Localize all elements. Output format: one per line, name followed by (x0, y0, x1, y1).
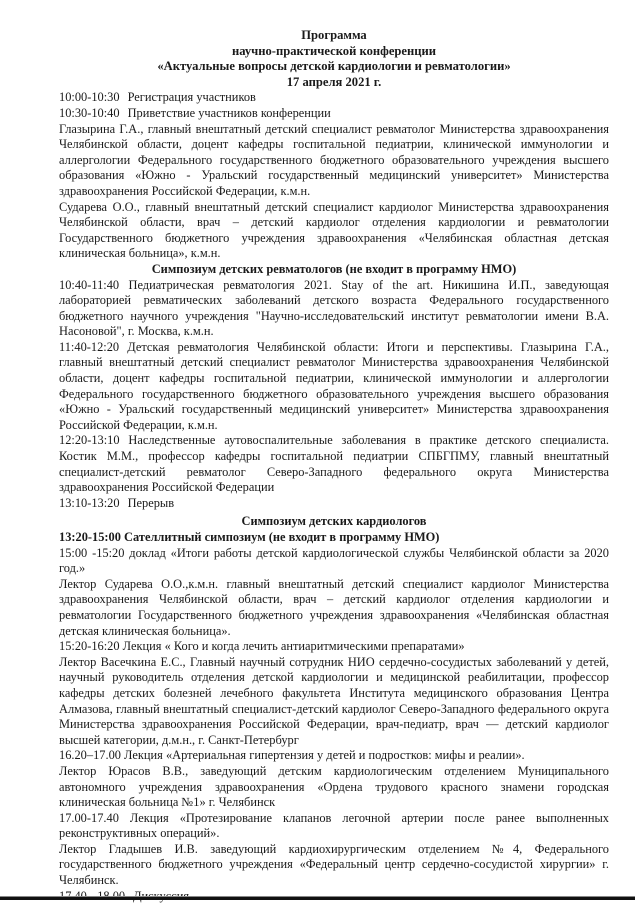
lecturer-info: Лектор Сударева О.О.,к.м.н. главный внештатный детский специалист кардиолог Министерства здравоохранения Челябинской области, врач – детский кардиолог отделения кардиологии и ревматологии Государственного бюджетного учреждения здравоохранения «Челябинская областная детская клиническая больница». (59, 576, 609, 638)
schedule-time: 10:30-10:40 (59, 105, 120, 120)
conference-name: «Актуальные вопросы детской кардиологии и ревматологии» (157, 59, 511, 74)
doc-subtitle: научно-практической конференции (231, 43, 437, 58)
schedule-item (59, 496, 609, 512)
schedule-text: Приветствие участников конференции (127, 105, 331, 120)
section-heading-cardiology: Симпозиум детских кардиологов (241, 514, 427, 529)
schedule-time: 10:00-10:30 (59, 90, 120, 105)
lecturer-info: Лектор Юрасов В.В., заведующий детским кардиологическим отделением Муниципального автономного учреждения здравоохранения «Ордена трудового красного знамени городская клиническая больница №1» г. Челябинск (59, 763, 609, 810)
lecture-title: 16.20–17.00 Лекция «Артериальная гипертензия у детей и подростков: мифы и реалии». (59, 748, 525, 763)
schedule-time: 13:10-13:20 (59, 495, 120, 510)
schedule-item (59, 278, 609, 340)
welcome-speaker: Глазырина Г.А., главный внештатный детский специалист ревматолог Министерства здравоохранения Челябинской области, доцент кафедры госпитальной педиатрии, клинической иммунологии и аллергологии Федерального государственного бюджетного образовательного учреждения высшего образования «Южно - Уральский государственный медицинский университет» Министерства здравоохранения Российской Федерации, к.м.н. (59, 121, 609, 198)
schedule-text: Регистрация участников (127, 90, 256, 105)
schedule-time: 12:20-13:10 (59, 433, 120, 448)
lecturer-info: Лектор Гладышев И.В. заведующий кардиохирургическим отделением №4, Федерального государственного бюджетного учреждения «Федеральный центр сердечно-сосудистой хирургии» г. Челябинск. (59, 841, 609, 888)
program-document (59, 28, 609, 904)
schedule-text: Перерыв (127, 495, 175, 510)
conference-date: 17 апреля 2021 г. (286, 74, 382, 89)
page-bottom-border (0, 896, 635, 900)
schedule-text: Педиатрическая ревматология 2021. Stay of the art. Никишина И.П., заведующая лабораторией ревматических заболеваний детского возраста Федерального государственного бюджетного научного учреждения "Научно-исследовательский институт ревматологии имени В.А. Насоновой", г. Москва, к.м.н. (59, 277, 609, 339)
satellite-symposium: 13:20-15:00 Сателлитный симпозиум (не входит в программу НМО) (59, 530, 440, 544)
schedule-text: Наследственные аутовоспалительные заболевания в практике детского специалиста. Костик М.М., профессор кафедры госпитальной педиатрии СПБГПМУ, главный внештатный специалист-детский ревматолог Северо-Западного федерального округа Министерства здравоохранения Российской Федерации (59, 433, 609, 495)
schedule-item (59, 106, 609, 122)
schedule-text: Детская ревматология Челябинской области: Итоги и перспективы. Глазырина Г.А., главный внештатный детский специалист ревматолог Министерства здравоохранения Челябинской области, доцент кафедры госпитальной педиатрии, клинической иммунологии и аллергологии Федерального государственного бюджетного образовательного учреждения высшего образования «Южно - Уральский государственный медицинский университет» Министерства здравоохранения Российской Федерации, к.м.н. (59, 339, 609, 432)
schedule-time: 11:40-12:20 (59, 339, 120, 354)
lecture-title: 15:00 -15:20 доклад «Итоги работы детской кардиологической службы Челябинской области за 2020 год.» (59, 545, 609, 576)
doc-title: Программа (301, 28, 367, 42)
lecture-title: 17.00-17.40 Лекция «Протезирование клапанов легочной артерии после ранее выполненных реконструктивных операций». (59, 810, 609, 841)
schedule-time: 10:40-11:40 (59, 277, 120, 292)
welcome-speaker: Сударева О.О., главный внештатный детский специалист кардиолог Министерства здравоохранения Челябинской области, врач – детский кардиолог отделения кардиологии и ревматологии Государственного бюджетного учреждения здравоохранения «Челябинская областная детская клиническая больница», к.м.н. (59, 199, 609, 261)
schedule-item (59, 90, 609, 106)
lecturer-info: Лектор Васечкина Е.С., Главный научный сотрудник НИО сердечно-сосудистых заболеваний у детей, научный руководитель отделения детской кардиологии и медицинской реабилитации, профессор кафедры детских болезней лечебного факультета Института медицинского образования Центра Алмазова, главный внештатный специалист-детский кардиолог Северо-Западного федерального округа Министерства здравоохранения Российской Федерации, врач-педиатр, врач — детский кардиолог высшей категории, д.м.н., г. Санкт-Петербург (59, 654, 609, 747)
section-heading-rheumatology: Симпозиум детских ревматологов (не входит в программу НМО) (151, 261, 517, 276)
schedule-item (59, 433, 609, 495)
schedule-item (59, 340, 609, 434)
lecture-title: 15:20-16:20 Лекция « Кого и когда лечить антиаритмическими препаратами» (59, 639, 465, 654)
